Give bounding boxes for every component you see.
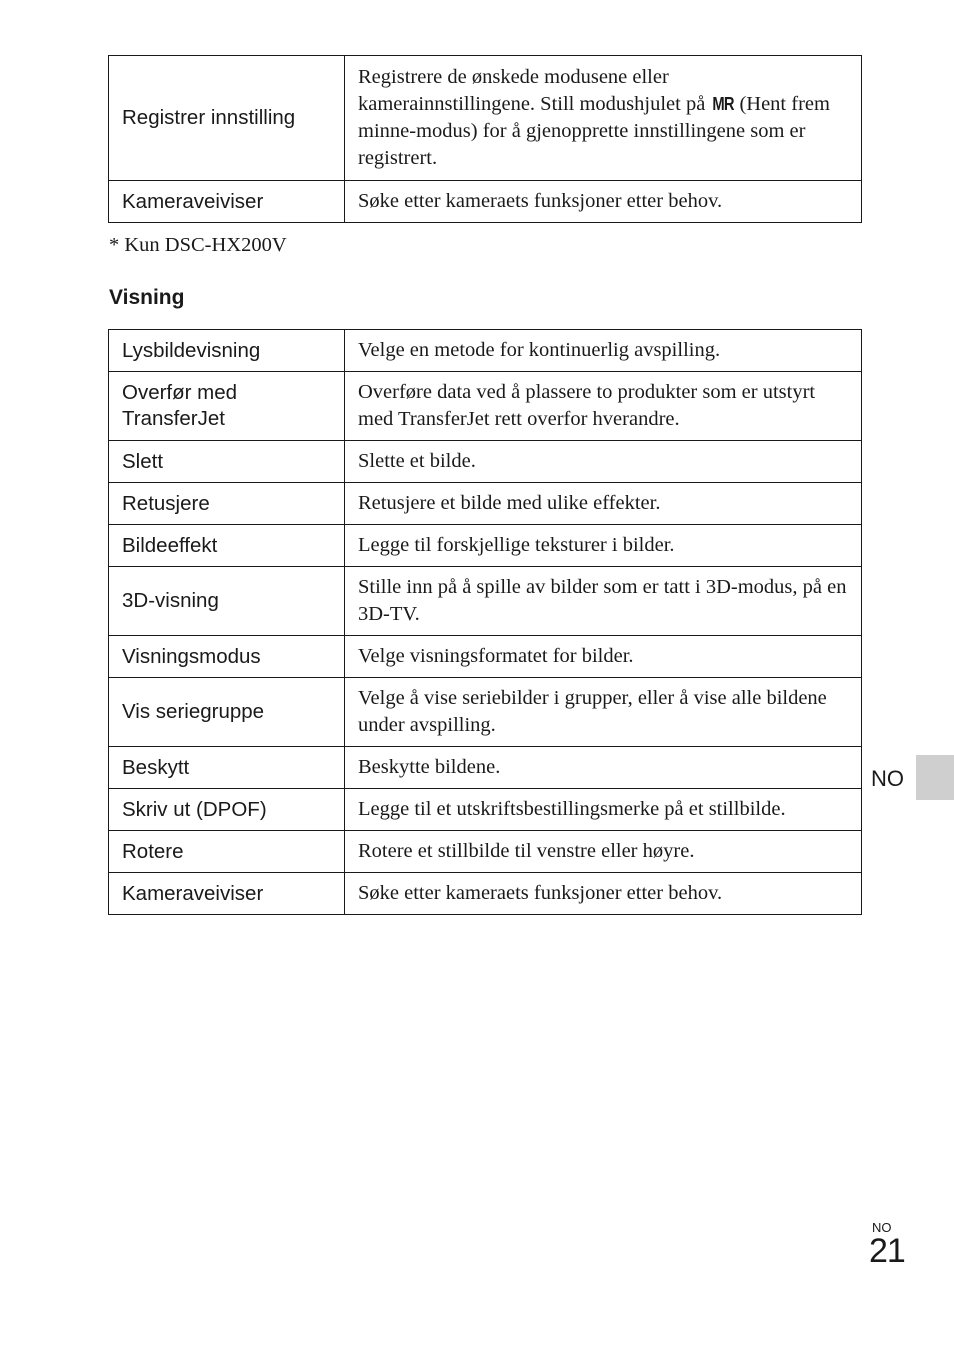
menu-item-name: Retusjere — [109, 483, 345, 525]
page-language-code: NO — [872, 1220, 892, 1235]
table-row — [109, 789, 862, 831]
table-row — [109, 181, 862, 223]
menu-item-description: Overføre data ved å plassere to produkter som er utstyrt med TransferJet rett overfor hverandre. — [345, 372, 862, 441]
table-row — [109, 678, 862, 747]
menu-item-description: Velge visningsformatet for bilder. — [345, 636, 862, 678]
section-title: Visning — [109, 286, 185, 309]
menu-item-name: Kameraveiviser — [109, 181, 345, 223]
table-row — [109, 525, 862, 567]
visning-table — [108, 329, 862, 915]
footnote: * Kun DSC-HX200V — [109, 234, 287, 256]
menu-item-description: Søke etter kameraets funksjoner etter behov. — [345, 873, 862, 915]
description-text: (Hent frem minne-modus) for å gjenopprette innstillingene som er registrert. — [358, 93, 830, 169]
table-row — [109, 747, 862, 789]
table-row — [109, 567, 862, 636]
menu-item-name: Kameraveiviser — [109, 873, 345, 915]
menu-item-name: Vis seriegruppe — [109, 678, 345, 747]
page-number: 21 — [869, 1232, 905, 1270]
table-row — [109, 636, 862, 678]
menu-item-description: Legge til forskjellige teksturer i bilder. — [345, 525, 862, 567]
language-thumb-tab — [916, 755, 954, 800]
table-row — [109, 831, 862, 873]
table-row — [109, 873, 862, 915]
menu-item-description: Stille inn på å spille av bilder som er tatt i 3D-modus, på en 3D-TV. — [345, 567, 862, 636]
menu-item-description: Velge en metode for kontinuerlig avspilling. — [345, 330, 862, 372]
menu-item-name: Overfør med TransferJet — [109, 372, 345, 441]
menu-item-name: Beskytt — [109, 747, 345, 789]
menu-item-description — [345, 56, 862, 181]
menu-item-description: Retusjere et bilde med ulike effekter. — [345, 483, 862, 525]
memory-recall-mode-icon: MR — [712, 94, 735, 114]
menu-item-name: Rotere — [109, 831, 345, 873]
table-row — [109, 483, 862, 525]
menu-item-description: Velge å vise seriebilder i grupper, eller å vise alle bildene under avspilling. — [345, 678, 862, 747]
menu-item-description: Rotere et stillbilde til venstre eller høyre. — [345, 831, 862, 873]
menu-item-name: Skriv ut (DPOF) — [109, 789, 345, 831]
menu-item-description: Slette et bilde. — [345, 441, 862, 483]
menu-item-description: Søke etter kameraets funksjoner etter behov. — [345, 181, 862, 223]
table-row — [109, 330, 862, 372]
table-row — [109, 56, 862, 181]
menu-item-name: Bildeeffekt — [109, 525, 345, 567]
menu-item-name: Slett — [109, 441, 345, 483]
menu-item-name: Registrer innstilling — [109, 56, 345, 181]
settings-table — [108, 55, 862, 223]
menu-item-description: Legge til et utskriftsbestillingsmerke på et stillbilde. — [345, 789, 862, 831]
menu-item-name: Visningsmodus — [109, 636, 345, 678]
language-side-label: NO — [871, 766, 904, 791]
menu-item-name: Lysbildevisning — [109, 330, 345, 372]
table-row — [109, 441, 862, 483]
menu-item-description: Beskytte bildene. — [345, 747, 862, 789]
table-row — [109, 372, 862, 441]
menu-item-name: 3D-visning — [109, 567, 345, 636]
description-text: Registrere de ønskede modusene eller kamerainnstillingene. Still modushjulet på — [358, 66, 711, 115]
